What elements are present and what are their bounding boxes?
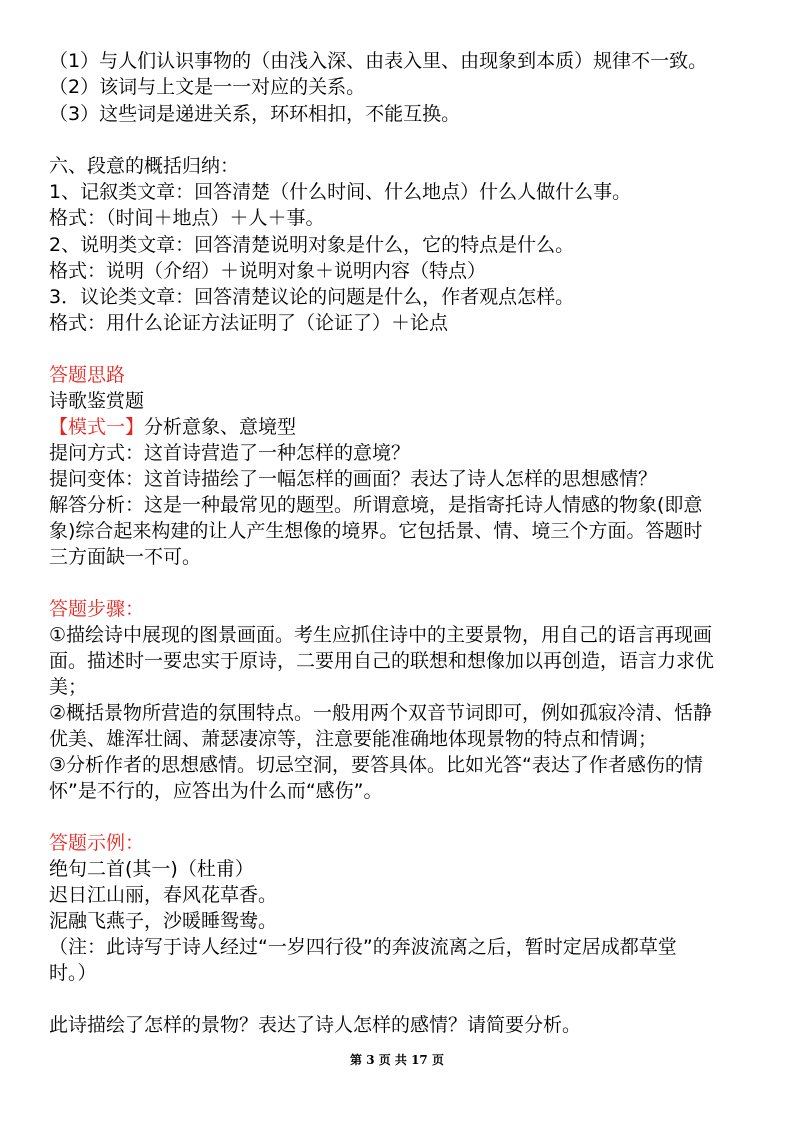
poem-title: 绝句二首(其一)（杜甫） <box>49 858 254 880</box>
mode-line <box>49 414 296 440</box>
text-line: 2、说明类文章：回答清楚说明对象是什么，它的特点是什么。 <box>49 234 575 256</box>
question-line: 此诗描绘了怎样的景物？表达了诗人怎样的感情？请简要分析。 <box>49 1014 582 1036</box>
text-line: ③分析作者的思想感情。切忌空洞，要答具体。比如光答“表达了作者感伤的情 <box>49 754 703 776</box>
text-line: 提问变体：这首诗描绘了一幅怎样的画面？表达了诗人怎样的思想感情？ <box>49 468 658 490</box>
text-line: 格式：用什么论证方法证明了（论证了）＋论点 <box>49 312 449 334</box>
text-line: 格式：（时间＋地点）＋人＋事。 <box>49 207 325 229</box>
steps-heading: 答题步骤： <box>49 598 145 620</box>
text-line: ②概括景物所营造的氛围特点。一般用两个双音节词即可，例如孤寂冷清、恬静 <box>49 702 713 724</box>
text-line: 怀”是不行的，应答出为什么而“感伤”。 <box>49 780 383 802</box>
text-line: 提问方式：这首诗营造了一种怎样的意境？ <box>49 442 411 464</box>
poem-line: 泥融飞燕子，沙暖睡鸳鸯。 <box>49 910 278 932</box>
text-line: （3）这些词是递进关系，环环相扣，不能互换。 <box>49 103 461 125</box>
approach-subheading: 诗歌鉴赏题 <box>49 390 145 412</box>
text-line: 解答分析：这是一种最常见的题型。所谓意境，是指寄托诗人情感的物象(即意 <box>49 494 703 516</box>
section-heading: 六、段意的概括归纳： <box>49 155 240 177</box>
text-line: 面。描述时一要忠实于原诗，二要用自己的联想和想像加以再创造，语言力求优 <box>49 650 715 672</box>
text-line: 优美、雄浑壮阔、萧瑟凄凉等，注意要能准确地体现景物的特点和情调； <box>49 728 658 750</box>
text-line: 象)综合起来构建的让人产生想像的境界。它包括景、情、境三个方面。答题时 <box>49 520 703 542</box>
text-line: 3．议论类文章：回答清楚议论的问题是什么，作者观点怎样。 <box>49 286 575 308</box>
text-line: 美； <box>49 676 88 698</box>
poem-line: 迟日江山丽，春风花草香。 <box>49 884 278 906</box>
text-line: 三方面缺一不可。 <box>49 546 202 568</box>
approach-heading: 答题思路 <box>49 364 126 386</box>
mode-text: 分析意象、意境型 <box>144 416 297 438</box>
mode-label: 【模式一】 <box>49 416 145 438</box>
text-line: （2）该词与上文是一一对应的关系。 <box>49 76 366 98</box>
page-footer: 第 3 页 共 17 页 <box>350 1053 444 1067</box>
poem-note: 时。） <box>49 962 97 984</box>
text-line: ①描绘诗中展现的图景画面。考生应抓住诗中的主要景物，用自己的语言再现画 <box>49 624 713 646</box>
text-line: （1）与人们认识事物的（由浅入深、由表入里、由现象到本质）规律不一致。 <box>49 50 708 72</box>
example-heading: 答题示例： <box>49 832 145 854</box>
text-line: 格式：说明（介绍）＋说明对象＋说明内容（特点） <box>49 260 487 282</box>
text-line: 1、记叙类文章：回答清楚（什么时间、什么地点）什么人做什么事。 <box>49 181 632 203</box>
poem-note: （注：此诗写于诗人经过“一岁四行役”的奔波流离之后，暂时定居成都草堂 <box>49 936 677 958</box>
